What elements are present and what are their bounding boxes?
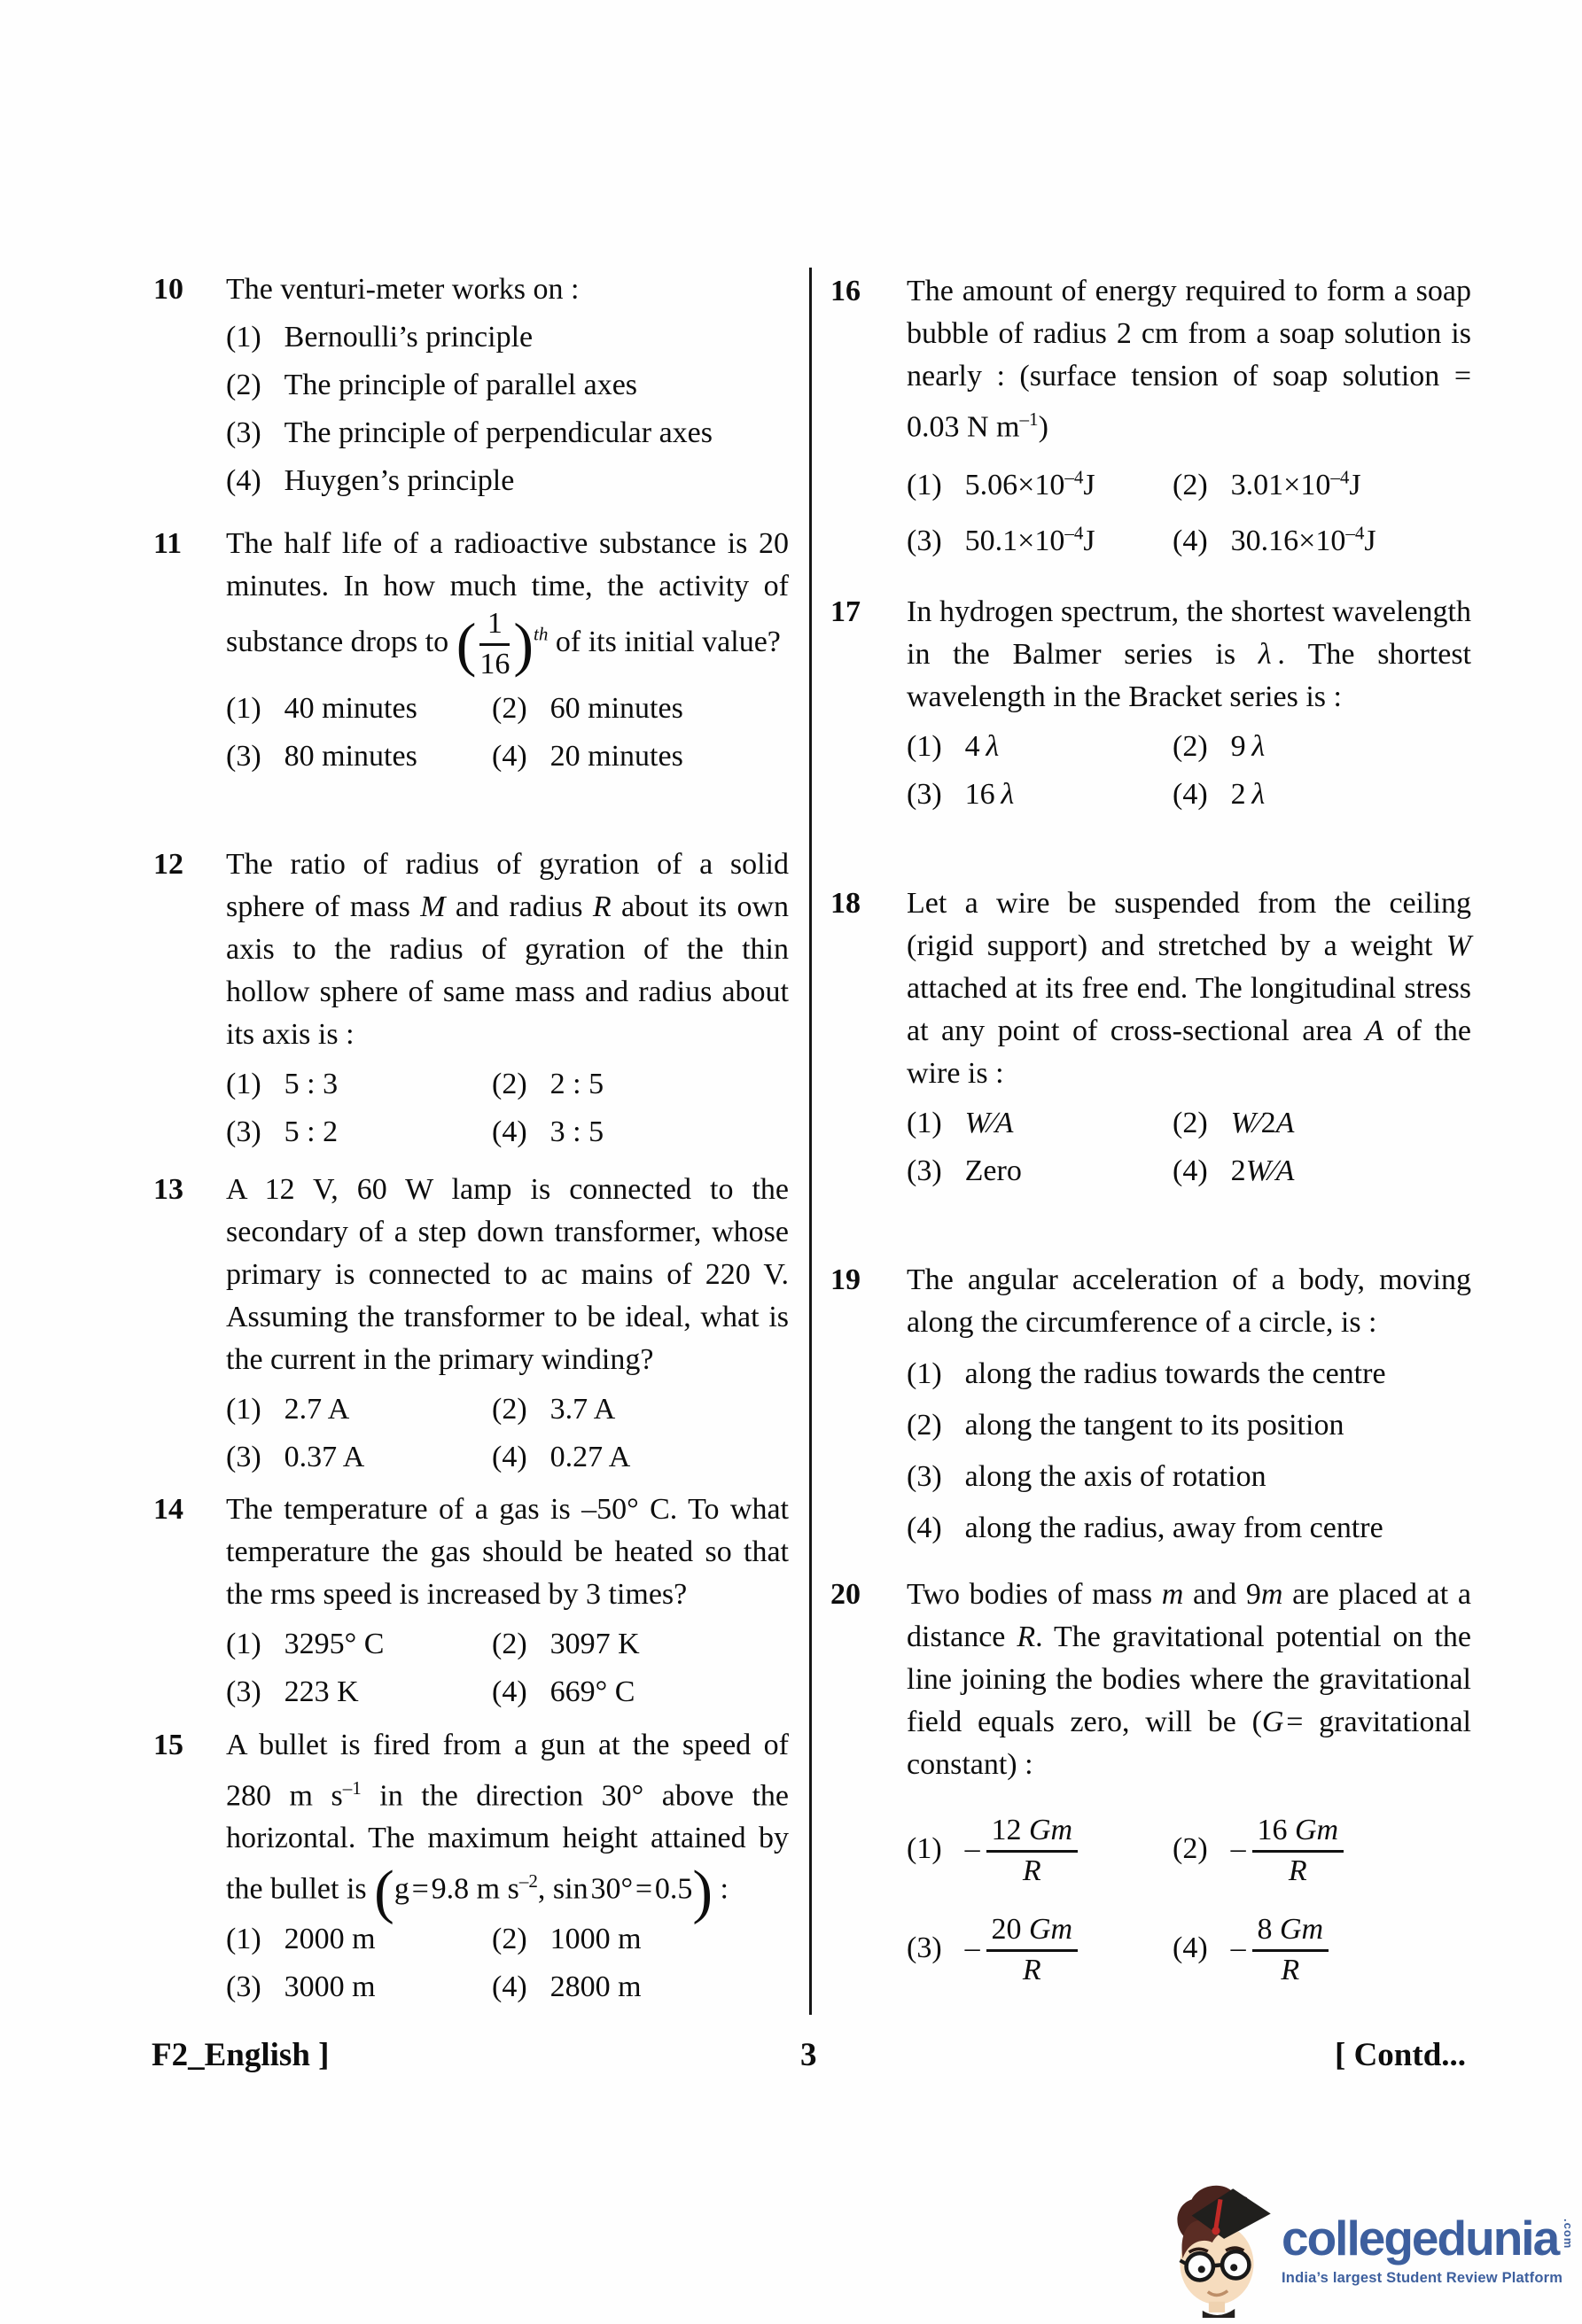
option-label: (1) (907, 468, 942, 501)
option-value: along the radius, away from centre (964, 1512, 1383, 1544)
question-number: 18 (830, 887, 861, 920)
question-number: 12 (153, 848, 183, 881)
question-17 (830, 591, 1471, 816)
option-label: (4) (1173, 524, 1208, 557)
option (226, 1918, 492, 1961)
options-list (226, 1618, 789, 1714)
question-body: The amount of energy required to form a soap bubble of radius 2 cm from a soap solution is nearly : (surface tension of soap solution = 0.03 N $m^{-1}$) (907, 275, 1471, 444)
option (492, 1388, 789, 1431)
option-value: 2 : 5 (549, 1068, 604, 1100)
collegedunia-logo (1150, 2169, 1574, 2321)
option (492, 1111, 789, 1154)
option-label: (1) (907, 1832, 942, 1866)
option-label: (3) (226, 416, 261, 449)
option (492, 1918, 789, 1961)
option (226, 1671, 492, 1714)
option-value: Zero (964, 1154, 1022, 1187)
option-value: 3295° C (284, 1628, 385, 1660)
options-list (226, 1913, 789, 2009)
footer-form-code: F2_English ] (152, 2037, 330, 2073)
question-20 (830, 1574, 1471, 1987)
option-label: (2) (492, 692, 527, 726)
collegedunia-mascot-icon (1161, 2174, 1276, 2318)
option-value: $5.06\times 10^{-4}J$ (964, 466, 1095, 501)
options-list (226, 682, 789, 778)
question-number: 10 (153, 273, 183, 306)
option-label: (2) (226, 369, 261, 401)
option-label: (4) (492, 1115, 527, 1148)
option (226, 364, 789, 407)
option-label: (4) (492, 1675, 527, 1708)
option-label: (1) (907, 1357, 942, 1390)
question-number: 15 (153, 1729, 183, 1761)
option-label: (4) (492, 740, 527, 773)
question-14 (153, 1488, 789, 1714)
option (226, 1623, 492, 1666)
option-value: Bernoulli’s principle (284, 321, 534, 354)
option-label: (2) (492, 1628, 527, 1660)
option-label: (2) (907, 1409, 942, 1442)
option (907, 512, 1173, 563)
option (492, 735, 789, 778)
options-list (907, 450, 1471, 563)
question-body: Let a wire be suspended from the ceiling (rigid support) and stretched by a weight W attached at its free end. The longitudinal stress at any point of cross-sectional area A of the wire is : (907, 887, 1471, 1090)
option (492, 1623, 789, 1666)
options-list (907, 1788, 1471, 1987)
option-label: (4) (1173, 1931, 1208, 1965)
question-body: The venturi-meter works on : (226, 273, 580, 306)
option-label: (1) (226, 1922, 261, 1955)
option (1173, 455, 1471, 506)
option-value: The principle of perpendicular axes (284, 416, 713, 449)
option-label: (3) (907, 524, 942, 557)
option (1173, 1815, 1471, 1887)
page-number: 3 (800, 2037, 817, 2073)
option (907, 1507, 1471, 1550)
option-value: 223 K (284, 1675, 359, 1708)
option-label: (3) (226, 1115, 261, 1148)
option-label: (4) (492, 1441, 527, 1473)
question-12 (153, 843, 789, 1154)
question-number: 20 (830, 1578, 861, 1611)
option-value: 0.27 A (549, 1441, 631, 1473)
option (907, 1404, 1471, 1447)
option-label: (3) (907, 1460, 942, 1493)
option-label: (3) (907, 1931, 942, 1965)
option-value: – $\frac{8 Gm}{R}$ (1231, 1931, 1332, 1964)
option-value: 3000 m (284, 1970, 376, 2003)
option (226, 412, 789, 455)
option-value: 9 λ (1230, 730, 1266, 763)
question-number: 19 (830, 1263, 861, 1296)
option-label: (1) (226, 321, 261, 354)
option (226, 688, 492, 730)
options-list (226, 1383, 789, 1479)
option-value: 2000 m (284, 1922, 376, 1955)
option-label: (4) (1173, 1154, 1208, 1187)
question-body: The temperature of a gas is –50° C. To what temperature the gas should be heated so that the rms speed is increased by 3 times? (226, 1493, 789, 1611)
option (907, 726, 1173, 768)
option-label: (3) (226, 1970, 261, 2003)
option-value: 2.7 A (284, 1393, 350, 1426)
option-label: (1) (907, 730, 942, 763)
brand-tagline: India’s largest Student Review Platform (1282, 2270, 1563, 2287)
options-list (907, 1353, 1471, 1550)
option-value: 2 λ (1230, 778, 1266, 811)
logo-text-block (1282, 2211, 1576, 2287)
question-10 (153, 268, 789, 502)
option-value: $30.16\times 10^{-4}J$ (1230, 522, 1376, 557)
option-value: 669° C (549, 1675, 635, 1708)
option-label: (2) (1173, 1832, 1208, 1866)
option (907, 1150, 1173, 1193)
column-divider (809, 268, 812, 2015)
option-label: (3) (226, 1441, 261, 1473)
option (1173, 773, 1471, 816)
option (1173, 726, 1471, 768)
option-label: (3) (907, 778, 942, 811)
option (226, 1063, 492, 1106)
option (1173, 512, 1471, 563)
option-value: – $\frac{16 Gm}{R}$ (1231, 1832, 1347, 1865)
options-list (226, 316, 789, 502)
question-number: 17 (830, 595, 861, 628)
option-value: $50.1\times 10^{-4}J$ (964, 522, 1095, 557)
question-body: Two bodies of mass m and 9m are placed at a distance R. The gravitational potential on the line joining the bodies where the gravitational field equals zero, will be (G = gravitational constant) : (907, 1578, 1471, 1781)
option (907, 1353, 1471, 1395)
option-value: 5 : 3 (284, 1068, 339, 1100)
option-value: along the radius towards the centre (964, 1357, 1386, 1390)
option-value: Huygen’s principle (284, 464, 515, 497)
option (226, 735, 492, 778)
question-number: 11 (153, 527, 183, 560)
option-label: (3) (907, 1154, 942, 1187)
option-value: 40 minutes (284, 692, 417, 726)
option (1173, 1102, 1471, 1145)
option (226, 1966, 492, 2009)
option-value: 3097 K (549, 1628, 640, 1660)
option (907, 455, 1173, 506)
option (226, 1436, 492, 1479)
question-13 (153, 1169, 789, 1479)
option-value: along the axis of rotation (964, 1460, 1266, 1493)
option-label: (4) (492, 1970, 527, 2003)
question-number: 13 (153, 1173, 183, 1206)
option-value: – $\frac{12 Gm}{R}$ (965, 1832, 1081, 1865)
option-label: (4) (907, 1512, 942, 1544)
option-value: 2800 m (549, 1970, 642, 2003)
option (907, 1815, 1173, 1887)
question-18 (830, 882, 1471, 1193)
footer-contd: [ Contd... (1335, 2037, 1467, 2073)
brand-wordmark: collegedunia (1282, 2211, 1559, 2266)
option (1173, 1150, 1471, 1193)
option (492, 1063, 789, 1106)
option (226, 316, 789, 359)
option-label: (2) (492, 1922, 527, 1955)
option (492, 1436, 789, 1479)
option-label: (1) (226, 1628, 261, 1660)
question-11 (153, 523, 789, 778)
options-list (907, 1097, 1471, 1193)
option-value: W∕A (964, 1107, 1014, 1139)
question-15 (153, 1724, 789, 2009)
option (492, 688, 789, 730)
option-value: 1000 m (549, 1922, 642, 1955)
option-label: (1) (226, 1393, 261, 1426)
options-list (226, 1058, 789, 1154)
question-body: The half life of a radioactive substance is 20 minutes. In how much time, the activity of substance drops to ( $\frac{1}{16}$ )$^{th}$ of its initial value? (226, 527, 789, 680)
option-value: 3 : 5 (549, 1115, 604, 1148)
option-value: along the tangent to its position (964, 1409, 1344, 1442)
brand-tld: .com (1562, 2219, 1576, 2250)
option (226, 460, 789, 502)
option-label: (4) (1173, 778, 1208, 811)
option-value: – $\frac{20 Gm}{R}$ (965, 1931, 1081, 1964)
question-body: A bullet is fired from a gun at the speed of 280 m $s^{-1}$ in the direction 30° above the horizontal. The maximum height attained by the bullet is (g = 9.8 m $s^{-2}$, sin 30° = 0.5) : (226, 1729, 789, 1925)
option (226, 1388, 492, 1431)
option (907, 1914, 1173, 1986)
option-value: 5 : 2 (284, 1115, 339, 1148)
option-label: (1) (226, 692, 261, 726)
option-value: 80 minutes (284, 740, 417, 773)
option-value: 4 λ (964, 730, 1000, 763)
option-label: (2) (1173, 730, 1208, 763)
options-list (907, 720, 1471, 816)
option-value: W∕2A (1230, 1107, 1295, 1139)
question-body: In hydrogen spectrum, the shortest wavelength in the Balmer series is λ . The shortest wavelength in the Bracket series is : (907, 595, 1471, 713)
option-value: 3.7 A (549, 1393, 616, 1426)
option-label: (2) (1173, 1107, 1208, 1139)
question-body: The angular acceleration of a body, moving along the circumference of a circle, is : (907, 1263, 1471, 1339)
option (907, 1102, 1173, 1145)
question-19 (830, 1259, 1471, 1550)
option-label: (3) (226, 740, 261, 773)
option (492, 1966, 789, 2009)
option-label: (1) (907, 1107, 942, 1139)
option (907, 773, 1173, 816)
option-label: (2) (1173, 468, 1208, 501)
option-label: (1) (226, 1068, 261, 1100)
question-body: A 12 V, 60 W lamp is connected to the secondary of a step down transformer, whose primary is connected to ac mains of 220 V. Assuming the transformer to be ideal, what is the current in the primary winding? (226, 1173, 789, 1376)
option (492, 1671, 789, 1714)
question-16 (830, 270, 1471, 563)
option-value: 60 minutes (549, 692, 683, 726)
option-label: (2) (492, 1393, 527, 1426)
option-value: 0.37 A (284, 1441, 365, 1473)
option-value: The principle of parallel axes (284, 369, 638, 401)
question-number: 16 (830, 275, 861, 307)
option-label: (2) (492, 1068, 527, 1100)
option-value: 20 minutes (549, 740, 683, 773)
option-value: $3.01\times 10^{-4}J$ (1230, 466, 1361, 501)
option-value: 16 λ (964, 778, 1015, 811)
option-value: 2W∕A (1230, 1154, 1295, 1187)
option (907, 1456, 1471, 1498)
option-label: (3) (226, 1675, 261, 1708)
option-label: (4) (226, 464, 261, 497)
option (226, 1111, 492, 1154)
question-number: 14 (153, 1493, 183, 1526)
question-body: The ratio of radius of gyration of a solid sphere of mass M and radius R about its own axis to the radius of gyration of the thin hollow sphere of same mass and radius about its axis is : (226, 848, 789, 1051)
option (1173, 1914, 1471, 1986)
